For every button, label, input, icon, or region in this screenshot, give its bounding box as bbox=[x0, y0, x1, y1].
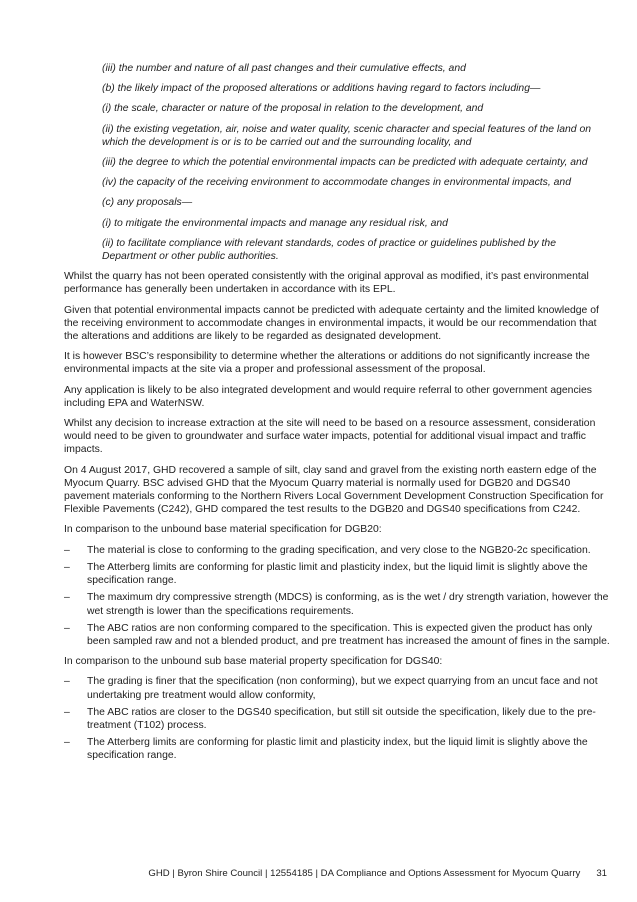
quote-line: (c) any proposals— bbox=[102, 197, 193, 209]
list-item-text: The material is close to conforming to the grading specification, and very close to the NGB20-2c specification. bbox=[87, 544, 591, 556]
body-paragraph: Any application is likely to be also integrated development and would require referral to other government agencies including EPA and WaterNSW. bbox=[64, 384, 592, 409]
dgs40-bullet-list bbox=[64, 675, 610, 762]
body-paragraph: Whilst the quarry has not been operated consistently with the original approval as modified, it’s past environmental performance has generally been undertaken in accordance with its EPL. bbox=[64, 271, 589, 296]
list-item-text: The ABC ratios are closer to the DGS40 specification, but still sit outside the specification, likely due to the pre-treatment (T102) process. bbox=[87, 706, 596, 731]
quote-line: (i) to mitigate the environmental impacts and manage any residual risk, and bbox=[102, 217, 448, 229]
page-number: 31 bbox=[596, 868, 607, 879]
quote-line: (iii) the number and nature of all past changes and their cumulative effects, and bbox=[102, 63, 466, 74]
dgb20-intro: In comparison to the unbound base material specification for DGB20: bbox=[64, 524, 382, 536]
dgs40-intro: In comparison to the unbound sub base material property specification for DGS40: bbox=[64, 656, 443, 668]
list-item-text: The ABC ratios are non conforming compared to the specification. This is expected given the product has only been sampled raw and not a blended product, and pre treatment has increased the amount of fines in the sample. bbox=[87, 622, 610, 647]
footer-text: GHD | Byron Shire Council | 12554185 | DA Compliance and Options Assessment for Myocum Quarry bbox=[148, 868, 581, 879]
list-item-text: The Atterberg limits are conforming for plastic limit and plasticity index, but the liquid limit is slightly above the specification range. bbox=[87, 561, 588, 587]
quote-line: (iv) the capacity of the receiving environment to accommodate changes in environmental impacts, and bbox=[102, 177, 571, 189]
list-item bbox=[64, 622, 610, 648]
list-item bbox=[64, 591, 610, 617]
body-paragraph: Given that potential environmental impacts cannot be predicted with adequate certainty and the limited knowledge of the receiving environment to accommodate changes in environmental impacts, it would be our recommendation that the alterations and additions are likely to be regarded as designated development. bbox=[64, 304, 599, 343]
list-item bbox=[64, 675, 610, 701]
quote-line: (i) the scale, character or nature of the proposal in relation to the development, and bbox=[102, 103, 484, 115]
list-item bbox=[64, 706, 610, 732]
page-content bbox=[64, 62, 610, 770]
body-paragraph: On 4 August 2017, GHD recovered a sample of silt, clay sand and gravel from the existing north eastern edge of the Myocum Quarry. BSC advised GHD that the Myocum Quarry material is normally used for DGB20 and DGS40 pavement materials conforming to the Northern Rivers Local Government Development Construction Specification for Flexible Pavements (C242), GHD compared the test results to the DGB20 and DGS40 specifications from C242. bbox=[64, 464, 604, 516]
list-item-text: The grading is finer that the specification (non conforming), but we expect quarrying from an uncut face and not undertaking pre treatment would allow conformity, bbox=[87, 676, 598, 701]
page-footer bbox=[148, 868, 607, 880]
list-item bbox=[64, 736, 610, 762]
body-paragraph: Whilst any decision to increase extraction at the site will need to be based on a resource assessment, consideration would need to be given to groundwater and surface water impacts, potential for additional visual impact and traffic impacts. bbox=[64, 418, 596, 456]
dash-marker: – bbox=[64, 706, 70, 718]
dash-marker: – bbox=[64, 737, 70, 749]
dash-marker: – bbox=[64, 622, 70, 634]
dash-marker: – bbox=[64, 676, 70, 688]
quote-line: (ii) to facilitate compliance with relevant standards, codes of practice or guidelines published by the Department or other public authorities. bbox=[102, 237, 556, 263]
list-item bbox=[64, 544, 610, 557]
quote-line: (b) the likely impact of the proposed alterations or additions having regard to factors including— bbox=[102, 83, 541, 95]
dash-marker: – bbox=[64, 592, 70, 604]
quote-line: (ii) the existing vegetation, air, noise and water quality, scenic character and special features of the land on which the development is or is to be carried out and the surrounding locality, and bbox=[102, 123, 592, 148]
list-item-text: The maximum dry compressive strength (MDCS) is conforming, as is the wet / dry strength variation, however the wet strength is lower than the specifications requirements. bbox=[87, 592, 609, 617]
list-item-text: The Atterberg limits are conforming for plastic limit and plasticity index, but the liquid limit is slightly above the specification range. bbox=[87, 737, 588, 762]
quote-line: (iii) the degree to which the potential environmental impacts can be predicted with adequate certainty, and bbox=[102, 157, 588, 169]
dgb20-bullet-list bbox=[64, 544, 610, 648]
list-item bbox=[64, 561, 610, 587]
dash-marker: – bbox=[64, 544, 70, 556]
dash-marker: – bbox=[64, 561, 70, 573]
body-paragraph: It is however BSC’s responsibility to determine whether the alterations or additions do not significantly increase the environmental impacts at the site via a proper and professional assessment of the proposal. bbox=[64, 351, 590, 376]
